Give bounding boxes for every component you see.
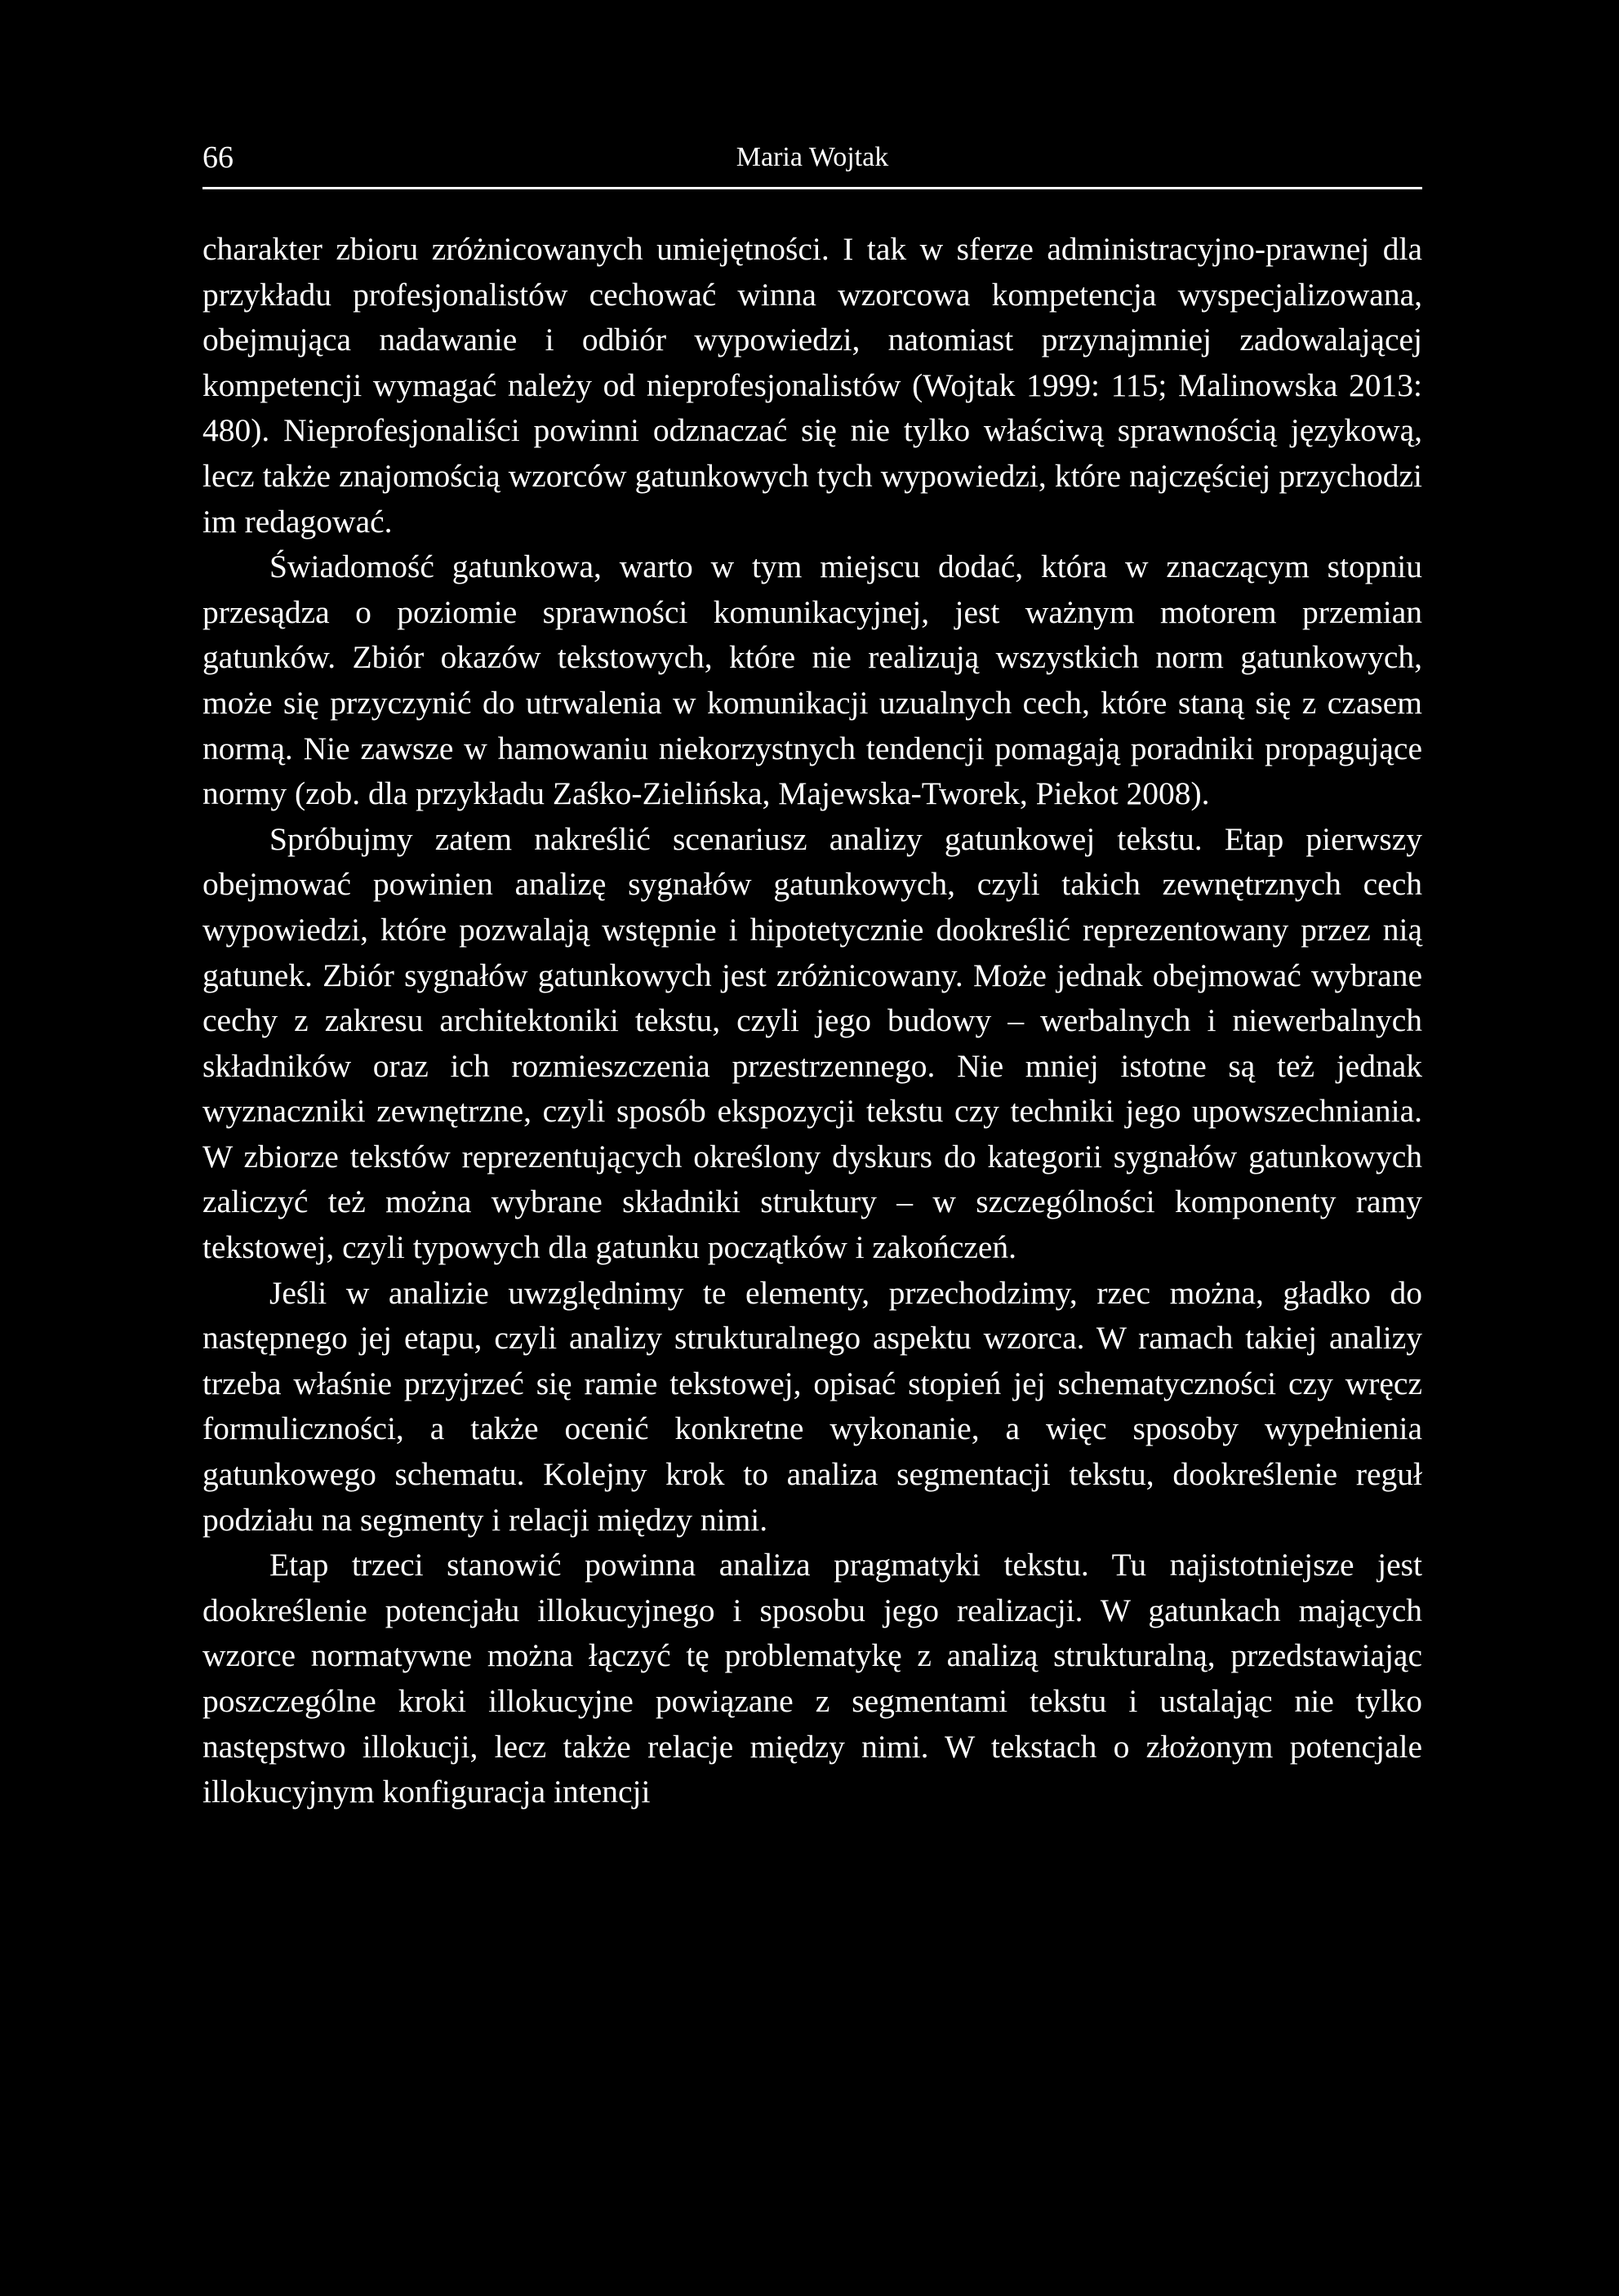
header-rule [202, 187, 1422, 189]
paragraph: charakter zbioru zróżnicowanych umiejętności. I tak w sferze administracyjno-prawnej dla przykładu profesjonalistów cechować winna wzorcowa kompetencja wyspecjalizowana, obejmująca nadawanie i odbiór wypowiedzi, natomiast przynajmniej zadowalającej kompetencji wymagać należy od nieprofesjonalistów (Wojtak 1999: 115; Malinowska 2013: 480). Nieprofesjonaliści powinni odznaczać się nie tylko właściwą sprawnością językową, lecz także znajomością wzorców gatunkowych tych wypowiedzi, które najczęściej przychodzi im redagować. [202, 231, 1422, 540]
paragraph: Jeśli w analizie uwzględnimy te elementy, przechodzimy, rzec można, gładko do następnego jej etapu, czyli analizy strukturalnego aspektu wzorca. W ramach takiej analizy trzeba właśnie przyjrzeć się ramie tekstowej, opisać stopień jej schematyczności czy wręcz formuliczności, a także ocenić konkretne wykonanie, a więc sposoby wypełnienia gatunkowego schematu. Kolejny krok to analiza segmentacji tekstu, dookreślenie reguł podziału na segmenty i relacji między nimi. [202, 1274, 1422, 1538]
paragraph: Spróbujmy zatem nakreślić scenariusz analizy gatunkowej tekstu. Etap pierwszy obejmować powinien analizę sygnałów gatunkowych, czyli takich zewnętrznych cech wypowiedzi, które pozwalają wstępnie i hipotetycznie dookreślić reprezentowany przez nią gatunek. Zbiór sygnałów gatunkowych jest zróżnicowany. Może jednak obejmować wybrane cechy z zakresu architektoniki tekstu, czyli jego budowy – werbalnych i niewerbalnych składników oraz ich rozmieszczenia przestrzennego. Nie mniej istotne są też jednak wyznaczniki zewnętrzne, czyli sposób ekspozycji tekstu czy techniki jego upowszechniania. W zbiorze tekstów reprezentujących określony dyskurs do kategorii sygnałów gatunkowych zaliczyć też można wybrane składniki struktury – w szczególności komponenty ramy tekstowej, czyli typowych dla gatunku początków i zakończeń. [202, 820, 1422, 1266]
running-head-author: Maria Wojtak [736, 142, 889, 172]
paragraph: Świadomość gatunkowa, warto w tym miejscu dodać, która w znaczącym stopniu przesądza o poziomie sprawności komunikacyjnej, jest ważnym motorem przemian gatunków. Zbiór okazów tekstowych, które nie realizują wszystkich norm gatunkowych, może się przyczynić do utrwalenia w komunikacji uzualnych cech, które staną się z czasem normą. Nie zawsze w hamowaniu niekorzystnych tendencji pomagają poradniki propagujące normy (zob. dla przykładu Zaśko-Zielińska, Majewska-Tworek, Piekot 2008). [202, 548, 1422, 812]
paragraph: Etap trzeci stanowić powinna analiza pragmatyki tekstu. Tu najistotniejsze jest dookreślenie potencjału illokucyjnego i sposobu jego realizacji. W gatunkach mających wzorce normatywne można łączyć tę problematykę z analizą strukturalną, przedstawiając poszczególne kroki illokucyjne powiązane z segmentami tekstu i ustalając nie tylko następstwo illokucji, lecz także relacje między nimi. W tekstach o złożonym potencjale illokucyjnym konfiguracja intencji [202, 1547, 1422, 1810]
page-number: 66 [202, 140, 234, 175]
body-text [202, 227, 1422, 1815]
page-header [202, 137, 1422, 178]
